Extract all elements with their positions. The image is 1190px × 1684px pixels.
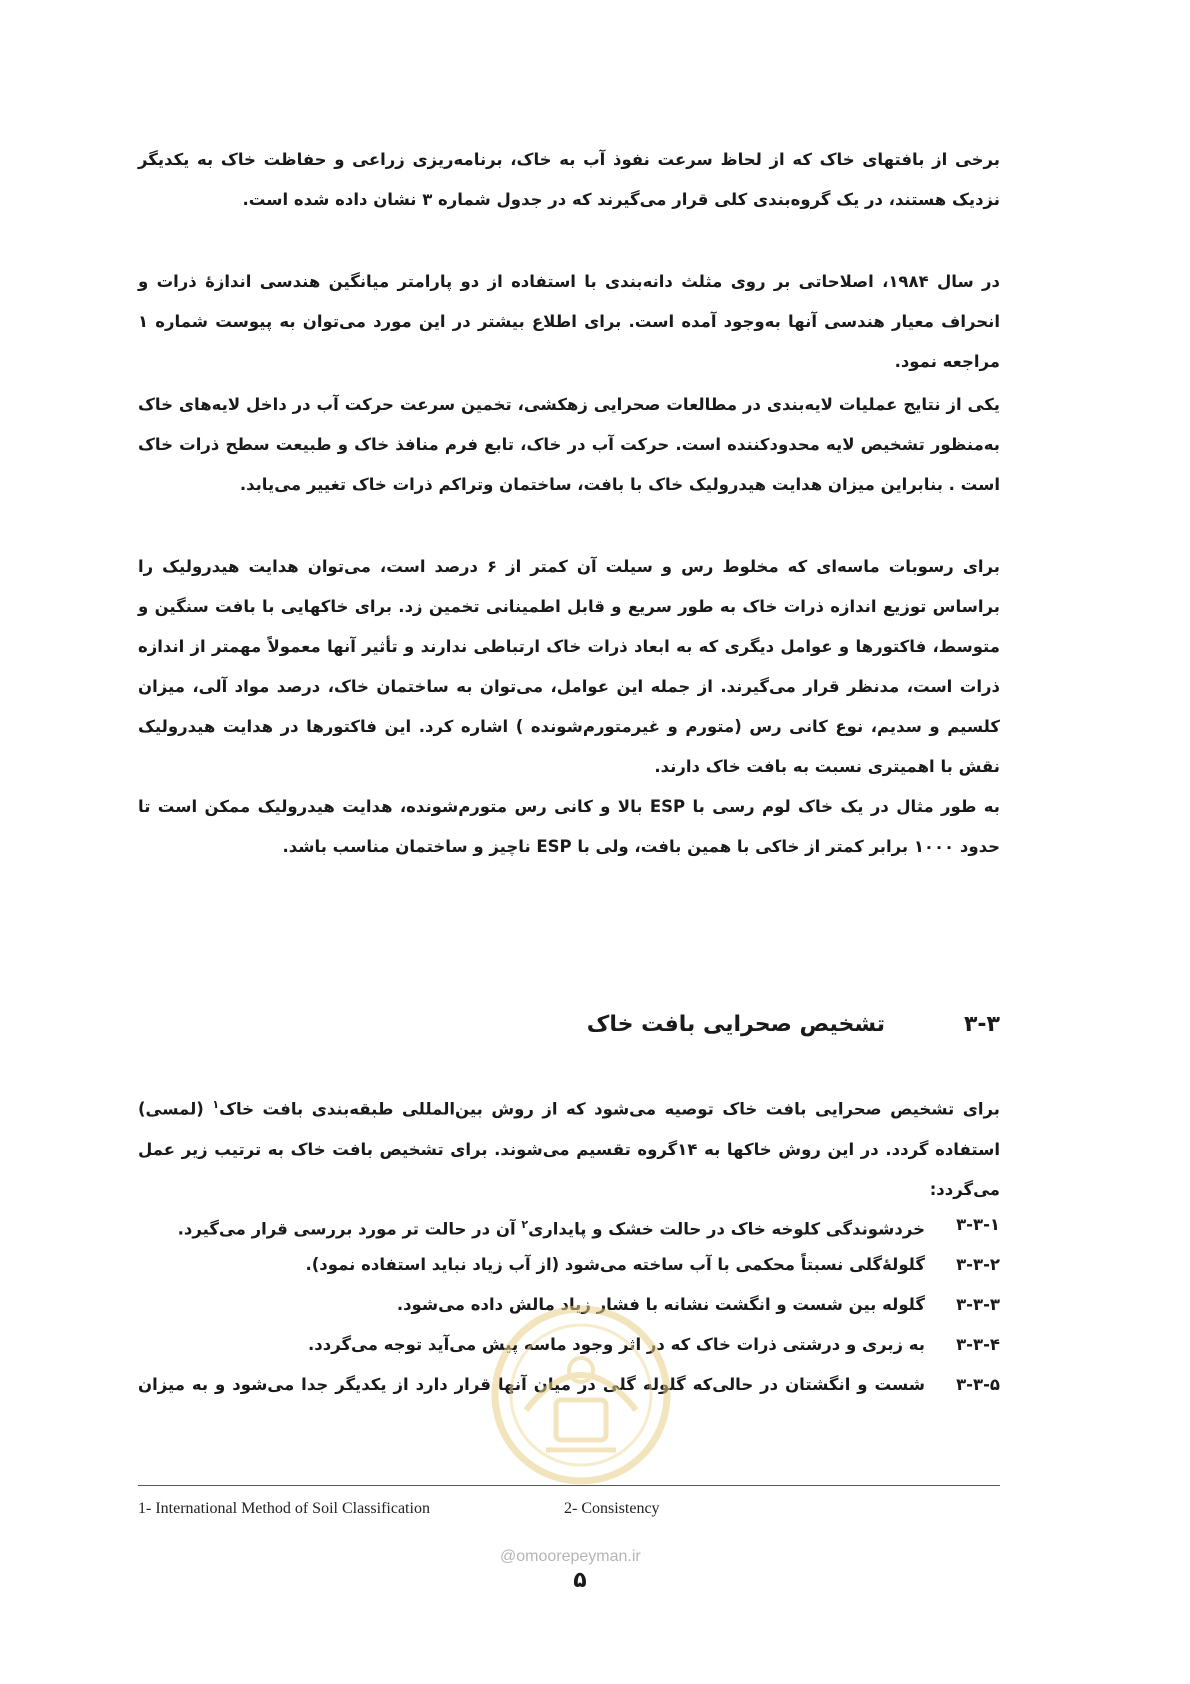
list-item-text-b: آن در حالت تر مورد بررسی قرار می‌گیرد.	[177, 1219, 522, 1239]
seal-watermark-icon	[486, 1300, 676, 1490]
paragraph-5: به طور مثال در یک خاک لوم رسی با ESP بالا و کانی رس متورم‌شونده، هدایت هیدرولیک ممکن است تا حدود ۱۰۰۰ برابر کمتر از خاکی با همین بافت، ولی با ESP ناچیز و ساختمان مناسب باشد.	[138, 797, 1001, 856]
list-item-number: ۳-۳-۵	[956, 1375, 1000, 1394]
intro-paragraph	[138, 1085, 1000, 1210]
list-item-number: ۳-۳-۴	[956, 1335, 1000, 1354]
paragraph-3: یکی از نتایج عملیات لایه‌بندی در مطالعات صحرایی زهکشی، تخمین سرعت حرکت آب در داخل لایه‌های خاک به‌منظور تشخیص لایه محدودکننده است. حرکت آب در خاک، تابع فرم منافذ خاک و طبیعت سطح ذرات خاک است . بنابراین میزان هدایت هیدرولیک خاک با بافت، ساختمان وتراکم ذرات خاک تغییر می‌یابد.	[138, 395, 1000, 494]
list-item-2	[138, 1245, 1000, 1285]
section-heading	[138, 1005, 1000, 1045]
footnote-2: 2- Consistency	[564, 1500, 660, 1517]
list-item-text-a: خردشوندگی کلوخه خاک در حالت خشک و پایداری	[528, 1219, 925, 1239]
footnote-separator	[138, 1485, 1000, 1486]
watermark-url	[500, 1548, 641, 1566]
intro-text-a: برای تشخیص صحرایی بافت خاک توصیه می‌شود که از روش بین‌المللی طبقه‌بندی بافت خاک	[219, 1099, 1000, 1119]
paragraph-2: در سال ۱۹۸۴، اصلاحاتی بر روی مثلث دانه‌بندی با استفاده از دو پارامتر میانگین هندسی اندازهٔ ذرات و انحراف معیار هندسی آنها به‌وجود آمده است. برای اطلاع بیشتر در این مورد می‌توان به پیوست شماره ۱ مراجعه نمود.	[138, 272, 1000, 371]
footnote-1: 1- International Method of Soil Classification	[138, 1500, 430, 1517]
section-title: تشخیص صحرایی بافت خاک	[586, 1012, 885, 1037]
paragraph-4: برای رسوبات ماسه‌ای که مخلوط رس و سیلت آن کمتر از ۶ درصد است، می‌توان هدایت هیدرولیک را براساس توزیع اندازه ذرات خاک به طور سریع و قابل اطمینانی تخمین زد. برای خاکهایی با بافت سنگین و متوسط، فاکتورها و عوامل دیگری که به ابعاد ذرات خاک ارتباطی ندارند و تأثیر آنها معمولاً مهمتر از اندازه ذرات است، مدنظر قرار می‌گیرند. از جمله این عوامل، می‌توان به ساختمان خاک، درصد مواد آلی، میزان کلسیم و سدیم، نوع کانی رس (متورم و غیرمتورم‌شونده ) اشاره کرد. این فاکتورها در هدایت هیدرولیک نقش با اهمیتری نسبت به بافت خاک دارند.	[138, 557, 1000, 776]
list-item-number: ۳-۳-۱	[956, 1215, 1000, 1234]
footnote-ref-1: ۱	[212, 1098, 220, 1111]
list-item-text: به زبری و درشتی ذرات خاک که در اثر وجود ماسه پیش می‌آید توجه می‌گردد.	[307, 1335, 925, 1354]
list-item-text: گلولهٔ‌گلی نسبتاً محکمی با آب ساخته می‌شود (از آب زیاد نباید استفاده نمود).	[305, 1255, 925, 1274]
list-item-1	[138, 1205, 1000, 1245]
paragraph-1: برخی از بافتهای خاک که از لحاظ سرعت نفوذ آب به خاک، برنامه‌ریزی زراعی و حفاظت خاک به یکدیگر نزدیک هستند، در یک گروه‌بندی کلی قرار می‌گیرند که در جدول شماره ۳ نشان داده شده است.	[138, 150, 1000, 209]
section-number: ۳-۳	[964, 1012, 1000, 1037]
list-item-text: شست و انگشتان در حالی‌که گلوله گلی در میان آنها قرار دارد از یکدیگر جدا می‌شود و به میزان	[138, 1375, 925, 1394]
footnote-ref-2: ۲	[521, 1218, 529, 1231]
list-item-number: ۳-۳-۲	[956, 1255, 1000, 1274]
page-number: ۵	[573, 1568, 587, 1593]
watermark-url-text: omoorepeyman.ir	[516, 1548, 641, 1565]
intro-text-b: (لمسی) استفاده گردد. در این روش خاکها به ۱۴گروه تقسیم می‌شوند. برای تشخیص بافت خاک به ترتیب زیر عمل می‌گردد:	[138, 1099, 1000, 1199]
list-item-text	[178, 1205, 925, 1250]
list-item-number: ۳-۳-۳	[956, 1295, 1000, 1314]
list-item-text: گلوله بین شست و انگشت نشانه با فشار زیاد مالش داده می‌شود.	[396, 1295, 925, 1314]
watermark-at-icon: @	[500, 1548, 517, 1565]
